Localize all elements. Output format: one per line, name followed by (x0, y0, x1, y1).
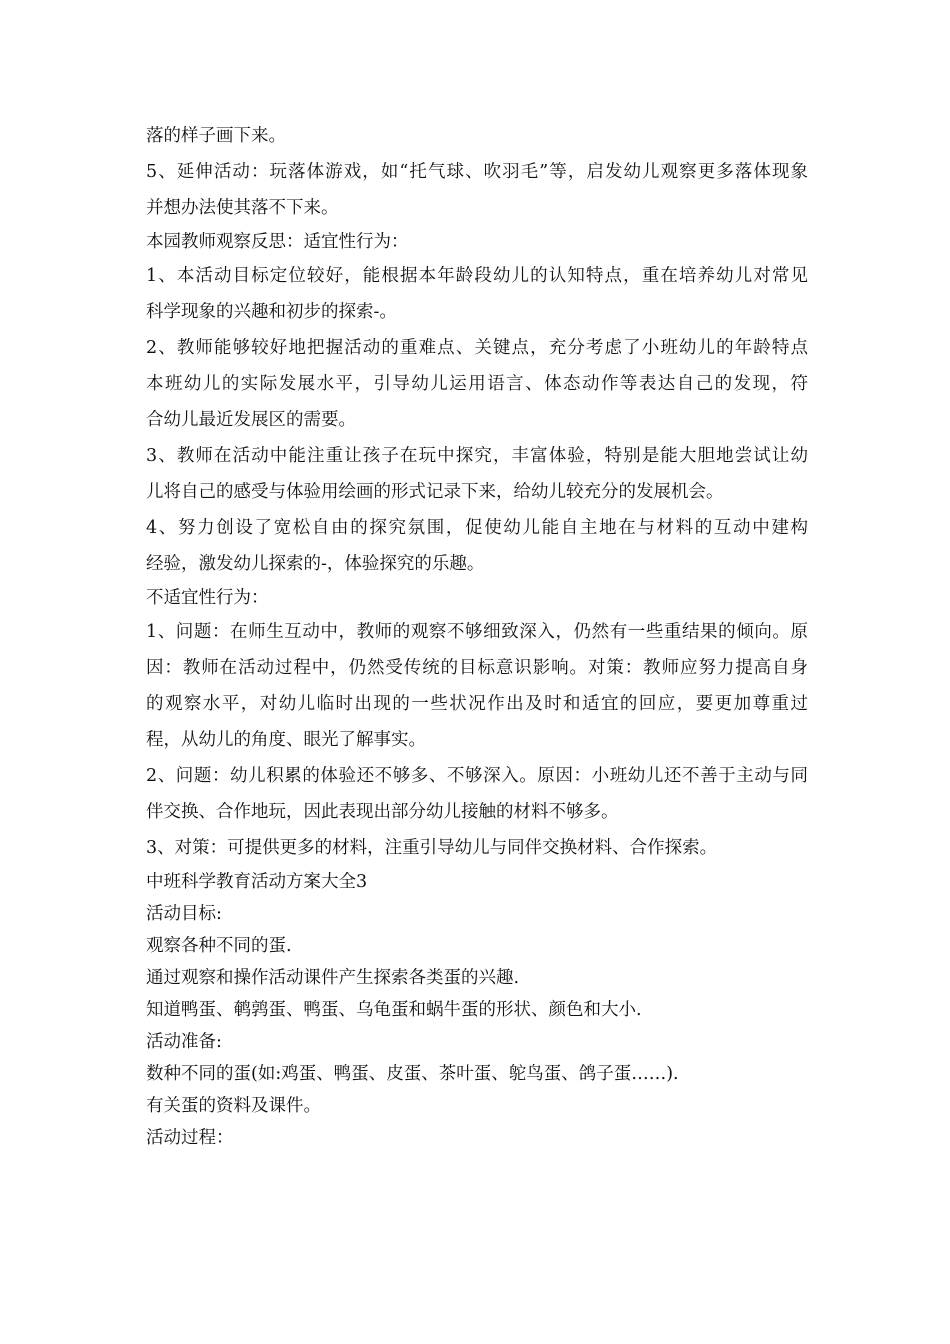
text-line: 并想办法使其落不下来。 (146, 198, 339, 218)
text-line: 落的样子画下来。 (146, 126, 286, 146)
text-line: 本班幼儿的实际发展水平，引导幼儿运用语言、体态动作等表达自己的发现，符 (146, 374, 808, 394)
text-line: 本园教师观察反思：适宜性行为： (146, 232, 409, 252)
text-line: 1、问题：在师生互动中，教师的观察不够细致深入，仍然有一些重结果的倾向。原 (146, 622, 808, 642)
section-heading: 中班科学教育活动方案大全3 (146, 872, 368, 892)
text-line: 不适宜性行为： (146, 588, 269, 608)
text-line: 5、延伸活动：玩落体游戏，如“托气球、吹羽毛”等，启发幼儿观察更多落体现象 (146, 162, 808, 182)
text-line: 1、本活动目标定位较好，能根据本年龄段幼儿的认知特点，重在培养幼儿对常见 (146, 266, 808, 286)
text-line: 程，从幼儿的角度、眼光了解事实。 (146, 730, 426, 750)
text-line: 2、教师能够较好地把握活动的重难点、关键点，充分考虑了小班幼儿的年龄特点 (146, 338, 808, 358)
text-line: 有关蛋的资料及课件。 (146, 1096, 321, 1116)
text-line: 4、努力创设了宽松自由的探究氛围，促使幼儿能自主地在与材料的互动中建构 (146, 518, 808, 538)
text-line: 因：教师在活动过程中，仍然受传统的目标意识影响。对策：教师应努力提高自身 (146, 658, 808, 678)
text-line: 知道鸭蛋、鹌鹑蛋、鸭蛋、乌龟蛋和蜗牛蛋的形状、颜色和大小. (146, 1000, 642, 1020)
text-line: 活动过程： (146, 1128, 234, 1148)
text-line: 3、对策：可提供更多的材料，注重引导幼儿与同伴交换材料、合作探索。 (146, 838, 718, 858)
text-line: 经验，激发幼儿探索的-，体验探究的乐趣。 (146, 554, 485, 574)
text-line: 活动准备: (146, 1032, 222, 1052)
text-line: 合幼儿最近发展区的需要。 (146, 410, 356, 430)
text-line: 活动目标: (146, 904, 222, 924)
text-line: 科学现象的兴趣和初步的探索-。 (146, 302, 397, 322)
text-line: 3、教师在活动中能注重让孩子在玩中探究，丰富体验，特别是能大胆地尝试让幼 (146, 446, 808, 466)
text-line: 数种不同的蛋(如:鸡蛋、鸭蛋、皮蛋、茶叶蛋、鸵鸟蛋、鸽子蛋……). (146, 1064, 679, 1084)
text-line: 的观察水平，对幼儿临时出现的一些状况作出及时和适宜的回应，要更加尊重过 (146, 694, 808, 714)
text-line: 2、问题：幼儿积累的体验还不够多、不够深入。原因：小班幼儿还不善于主动与同 (146, 766, 808, 786)
document-page (146, 118, 808, 1154)
text-line: 儿将自己的感受与体验用绘画的形式记录下来，给幼儿较充分的发展机会。 (146, 482, 724, 502)
text-line: 观察各种不同的蛋. (146, 936, 292, 956)
text-line: 通过观察和操作活动课件产生探索各类蛋的兴趣. (146, 968, 520, 988)
text-line: 伴交换、合作地玩，因此表现出部分幼儿接触的材料不够多。 (146, 802, 619, 822)
